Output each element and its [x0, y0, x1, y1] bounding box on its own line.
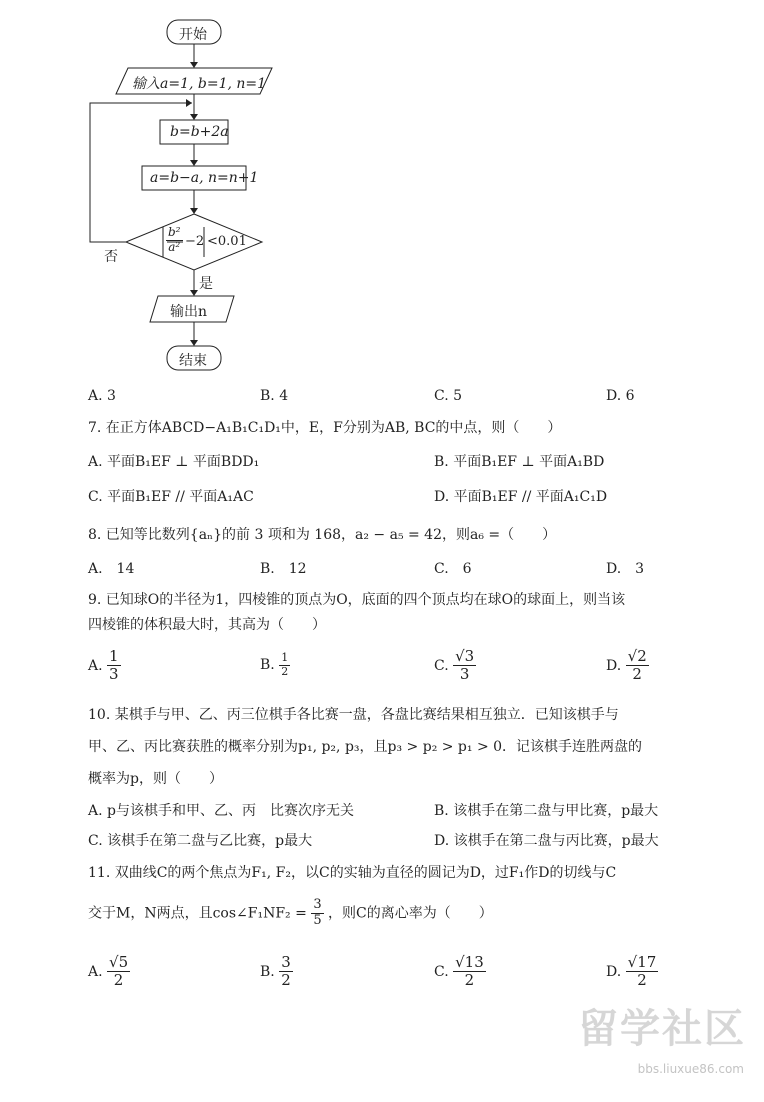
q11-cos-num: 3 [313, 897, 322, 912]
flow-end-label: 结束 [179, 353, 207, 369]
q10-option-a: A. p与该棋手和甲、乙、丙 比赛次序无关 [88, 803, 354, 819]
q8-stem: 8. 已知等比数列{aₙ}的前 3 项和为 168，a₂ − a₅ = 42，则a₆ =（ ） [88, 527, 557, 543]
q11-a-label: A. [88, 963, 103, 980]
q9-c-den: 3 [459, 665, 470, 684]
q9-d-label: D. [606, 657, 622, 674]
q11-a-den: 2 [113, 971, 124, 990]
q11-a-num: √5 [109, 953, 129, 971]
q6-option-b: B. 4 [260, 388, 289, 404]
cond-denominator: a² [168, 239, 181, 254]
flow-condition-fraction [166, 226, 183, 255]
q8-option-a: A. 14 [88, 561, 135, 577]
q11-option-c [434, 954, 486, 990]
q7-option-d: D. 平面B₁EF // 平面A₁C₁D [434, 489, 608, 505]
q11-line2 [88, 898, 493, 929]
q11-option-b [260, 954, 293, 990]
q10-line3: 概率为p，则（ ） [88, 771, 223, 787]
q8-option-b: B. 12 [260, 561, 307, 577]
flow-start-label: 开始 [179, 27, 207, 43]
q9-line2: 四棱锥的体积最大时，其高为（ ） [88, 617, 326, 633]
flowchart [0, 0, 320, 385]
flow-input-label: 输入a=1, b=1, n=1 [132, 76, 267, 92]
q10-line1: 10. 某棋手与甲、乙、丙三位棋手各比赛一盘，各盘比赛结果相互独立．已知该棋手与 [88, 707, 619, 723]
q11-d-num: √17 [627, 953, 657, 971]
q10-option-d: D. 该棋手在第二盘与丙比赛，p最大 [434, 833, 659, 849]
q6-option-a: A. 3 [88, 388, 116, 404]
q10-line2: 甲、乙、丙比赛获胜的概率分别为p₁, p₂, p₃，且p₃ > p₂ > p₁ > 0．记该棋手连胜两盘的 [88, 739, 643, 755]
q11-c-num: √13 [455, 953, 484, 971]
q10-option-b: B. 该棋手在第二盘与甲比赛，p最大 [434, 803, 659, 819]
q9-option-d [606, 648, 649, 684]
q9-a-label: A. [88, 657, 103, 674]
q11-line1: 11. 双曲线C的两个焦点为F₁, F₂，以C的实轴为直径的圆记为D，过F₁作D的切线与C [88, 865, 617, 881]
q7-option-a: A. 平面B₁EF ⊥ 平面BDD₁ [88, 454, 260, 470]
q11-option-d [606, 954, 658, 990]
q11-line2b: ，则C的离心率为（ ） [328, 905, 493, 922]
q9-d-den: 2 [632, 665, 642, 684]
watermark-url: bbs.liuxue86.com [637, 1062, 744, 1076]
q9-option-b [260, 652, 290, 678]
q9-b-num: 1 [281, 651, 289, 664]
q9-a-den: 3 [109, 665, 119, 684]
q9-b-den: 2 [281, 664, 289, 678]
q9-d-num: √2 [627, 647, 647, 665]
q9-option-a [88, 648, 121, 684]
q7-option-b: B. 平面B₁EF ⊥ 平面A₁BD [434, 454, 605, 470]
q7-option-c: C. 平面B₁EF // 平面A₁AC [88, 489, 254, 505]
q6-option-c: C. 5 [434, 388, 463, 404]
q11-b-num: 3 [281, 953, 291, 971]
q8-option-c: C. 6 [434, 561, 472, 577]
q11-cos-den: 5 [313, 912, 322, 928]
q9-c-label: C. [434, 657, 449, 674]
flow-condition-tail: <0.01 [207, 234, 247, 249]
flow-step1-label: b=b+2a [170, 124, 229, 140]
flow-no-label: 否 [104, 249, 118, 265]
q9-a-num: 1 [109, 647, 119, 665]
q11-option-a [88, 954, 130, 990]
q11-d-label: D. [606, 963, 622, 980]
q11-b-label: B. [260, 963, 275, 980]
flow-condition-minus: −2 [185, 234, 205, 249]
cond-numerator: b² [168, 225, 181, 239]
q7-stem: 7. 在正方体ABCD−A₁B₁C₁D₁中，E，F分别为AB, BC的中点，则（ ） [88, 420, 562, 436]
q6-option-d: D. 6 [606, 388, 635, 404]
q8-option-d: D. 3 [606, 561, 645, 577]
q10-option-c: C. 该棋手在第二盘与乙比赛，p最大 [88, 833, 313, 849]
q11-d-den: 2 [637, 971, 647, 990]
q11-line2a: 交于M，N两点，且cos∠F₁NF₂ = [88, 905, 307, 922]
flow-output-label: 输出n [170, 304, 208, 320]
flow-step2-label: a=b−a, n=n+1 [150, 170, 259, 186]
q9-option-c [434, 648, 476, 684]
q11-b-den: 2 [281, 971, 291, 990]
q9-line1: 9. 已知球O的半径为1，四棱锥的顶点为O，底面的四个顶点均在球O的球面上，则当该 [88, 592, 626, 608]
q9-b-label: B. [260, 657, 275, 674]
q11-c-den: 2 [464, 971, 475, 990]
flow-yes-label: 是 [199, 276, 213, 292]
watermark-logo: 留学社区 [578, 1006, 746, 1052]
q9-c-num: √3 [455, 647, 475, 665]
q11-c-label: C. [434, 963, 449, 980]
